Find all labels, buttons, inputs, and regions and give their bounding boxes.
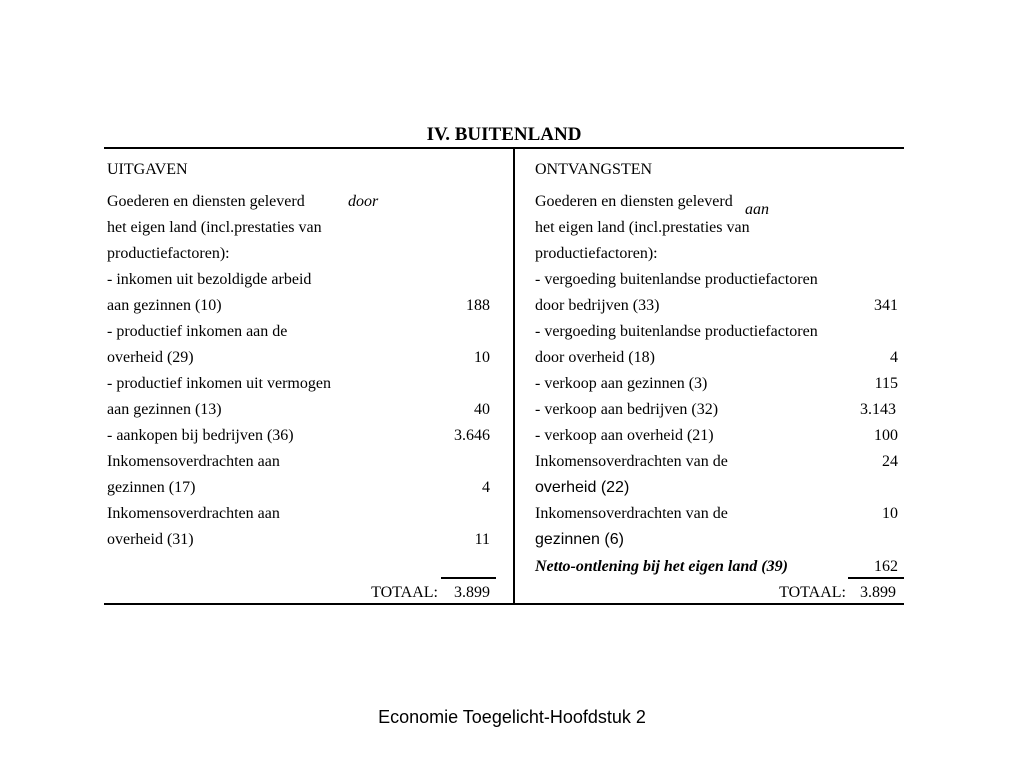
right-item-value: 341 (874, 297, 898, 314)
right-intro-line3: productiefactoren): (535, 245, 658, 262)
left-item-value: 4 (482, 479, 490, 496)
title-rule (104, 147, 904, 149)
right-item-label: - verkoop aan overheid (21) (535, 427, 714, 444)
left-header: UITGAVEN (107, 161, 188, 178)
right-item-value: 100 (874, 427, 898, 444)
right-intro-word: aan (745, 201, 769, 218)
right-total-value: 3.899 (860, 584, 896, 601)
right-item-label: - verkoop aan bedrijven (32) (535, 401, 719, 418)
left-item-value: 10 (474, 349, 490, 366)
column-divider (513, 148, 515, 605)
left-item-label: - productief inkomen uit vermogen (107, 375, 331, 392)
left-item-label: Inkomensoverdrachten aan (107, 505, 280, 522)
right-item-label: Netto-ontlening bij het eigen land (39) (535, 558, 788, 575)
right-item-label: gezinnen (6) (535, 531, 624, 548)
left-item-label: - productief inkomen aan de (107, 323, 288, 340)
right-item-value: 24 (882, 453, 898, 470)
left-item-label: - inkomen uit bezoldigde arbeid (107, 271, 312, 288)
left-item-label: overheid (29) (107, 349, 194, 366)
bottom-rule (104, 603, 904, 605)
left-item-label: Inkomensoverdrachten aan (107, 453, 280, 470)
right-intro-line1: Goederen en diensten geleverd (535, 193, 733, 210)
left-intro-word: door (348, 193, 379, 210)
right-item-label: Inkomensoverdrachten van de (535, 453, 728, 470)
right-item-label: door bedrijven (33) (535, 297, 660, 314)
right-sum-rule (848, 577, 904, 579)
left-total-label: TOTAAL: (371, 584, 438, 601)
left-item-value: 11 (474, 531, 490, 548)
left-item-value: 3.646 (454, 427, 490, 444)
right-item-value: 10 (882, 505, 898, 522)
left-intro-line3: productiefactoren): (107, 245, 230, 262)
right-item-label: overheid (22) (535, 479, 630, 496)
right-intro-line2: het eigen land (incl.prestaties van (535, 219, 750, 236)
left-item-label: aan gezinnen (13) (107, 401, 222, 418)
left-sum-rule (441, 577, 496, 579)
left-item-value: 40 (474, 401, 490, 418)
right-item-value: 162 (874, 558, 898, 575)
left-item-label: gezinnen (17) (107, 479, 196, 496)
left-intro-line1: Goederen en diensten geleverd (107, 193, 305, 210)
right-header: ONTVANGSTEN (535, 161, 653, 178)
right-total-label: TOTAAL: (779, 584, 846, 601)
left-item-label: overheid (31) (107, 531, 194, 548)
left-item-label: aan gezinnen (10) (107, 297, 222, 314)
right-item-value: 3.143 (860, 401, 896, 418)
footer-text: Economie Toegelicht-Hoofdstuk 2 (378, 707, 646, 727)
right-item-label: - vergoeding buitenlandse productiefactoren (535, 271, 818, 288)
left-total-value: 3.899 (454, 584, 490, 601)
left-item-label: - aankopen bij bedrijven (36) (107, 427, 294, 444)
right-item-label: door overheid (18) (535, 349, 655, 366)
right-item-label: - vergoeding buitenlandse productiefactoren (535, 323, 818, 340)
right-item-value: 4 (890, 349, 898, 366)
left-intro-line2: het eigen land (incl.prestaties van (107, 219, 322, 236)
right-item-label: Inkomensoverdrachten van de (535, 505, 728, 522)
right-item-label: - verkoop aan gezinnen (3) (535, 375, 708, 392)
left-item-value: 188 (466, 297, 490, 314)
right-item-value: 115 (874, 375, 898, 392)
slide-title: IV. BUITENLAND (426, 124, 582, 145)
